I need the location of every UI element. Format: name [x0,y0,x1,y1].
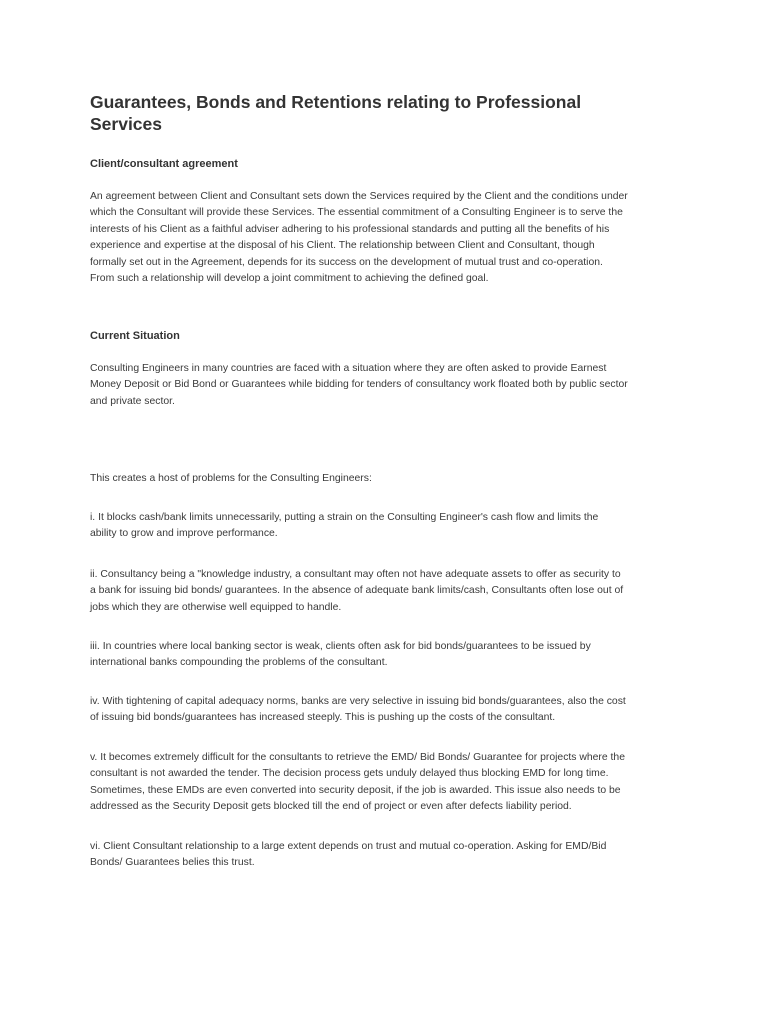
text-line: formally set out in the Agreement, depends for its success on the development of mutual trust and co-operation. [90,256,603,268]
paragraph-current-situation [90,361,680,410]
text-line: iv. With tightening of capital adequacy norms, banks are very selective in issuing bid bonds/guarantees, also the cost [90,696,626,707]
text-line: addressed as the Security Deposit gets blocked till the end of project or even after defects liability period. [90,801,572,813]
text-line: Consulting Engineers in many countries are faced with a situation where they are often asked to provide Earnest [90,363,607,374]
text-line: iii. In countries where local banking sector is weak, clients often ask for bid bonds/guarantees to be issued by [90,641,591,652]
text-line: This creates a host of problems for the Consulting Engineers: [90,473,372,484]
text-line: i. It blocks cash/bank limits unnecessarily, putting a strain on the Consulting Engineer's cash flow and limits the [90,512,599,523]
text-line: consultant is not awarded the tender. The decision process gets unduly delayed thus blocking EMD for long time. [90,768,609,780]
text-line: experience and expertise at the disposal of his Client. The relationship between Client and Consultant, though [90,240,595,252]
text-line: of issuing bid bonds/guarantees has increased steeply. This is pushing up the costs of the consultant. [90,712,556,724]
paragraph-agreement [90,189,680,287]
section-heading-client-consultant-agreement: Client/consultant agreement [90,158,238,170]
text-line: interests of his Client as a faithful adviser adhering to his professional standards and putting all the benefits of his [90,223,610,235]
text-line: v. It becomes extremely difficult for the consultants to retrieve the EMD/ Bid Bonds/ Guarantee for projects where the [90,752,625,763]
text-line: From such a relationship will develop a joint commitment to achieving the defined goal. [90,273,489,285]
text-line: international banks compounding the problems of the consultant. [90,657,388,669]
problem-item-2 [90,567,680,616]
title-line: Services [90,114,163,134]
problem-item-1 [90,510,680,543]
text-line: a bank for issuing bid bonds/ guarantees. In the absence of adequate bank limits/cash, Consultants often lose out of [90,585,624,597]
text-line: Money Deposit or Bid Bond or Guarantees while bidding for tenders of consultancy work floated both by public sector [90,379,628,391]
section-heading-current-situation: Current Situation [90,330,180,342]
paragraph-problems-intro [90,471,680,487]
title-line: Guarantees, Bonds and Retentions relating to Professional [90,92,582,112]
problem-item-4 [90,694,680,727]
text-line: vi. Client Consultant relationship to a large extent depends on trust and mutual co-operation. Asking for EMD/Bid [90,841,607,852]
text-line: Bonds/ Guarantees belies this trust. [90,857,255,869]
text-line: ii. Consultancy being a "knowledge industry, a consultant may often not have adequate assets to offer as security to [90,569,621,580]
problem-item-3 [90,639,680,672]
text-line: ability to grow and improve performance. [90,528,278,540]
document-title [90,91,690,135]
text-line: An agreement between Client and Consultant sets down the Services required by the Client and the conditions under [90,191,628,202]
problem-item-6 [90,839,680,872]
text-line: which the Consultant will provide these Services. The essential commitment of a Consulting Engineer is to serve the [90,207,623,219]
problem-item-5 [90,750,680,816]
text-line: Sometimes, these EMDs are even converted into security deposit, if the job is awarded. This issue also needs to be [90,784,621,796]
text-line: and private sector. [90,395,175,407]
text-line: jobs which they are otherwise well equipped to handle. [90,601,342,613]
